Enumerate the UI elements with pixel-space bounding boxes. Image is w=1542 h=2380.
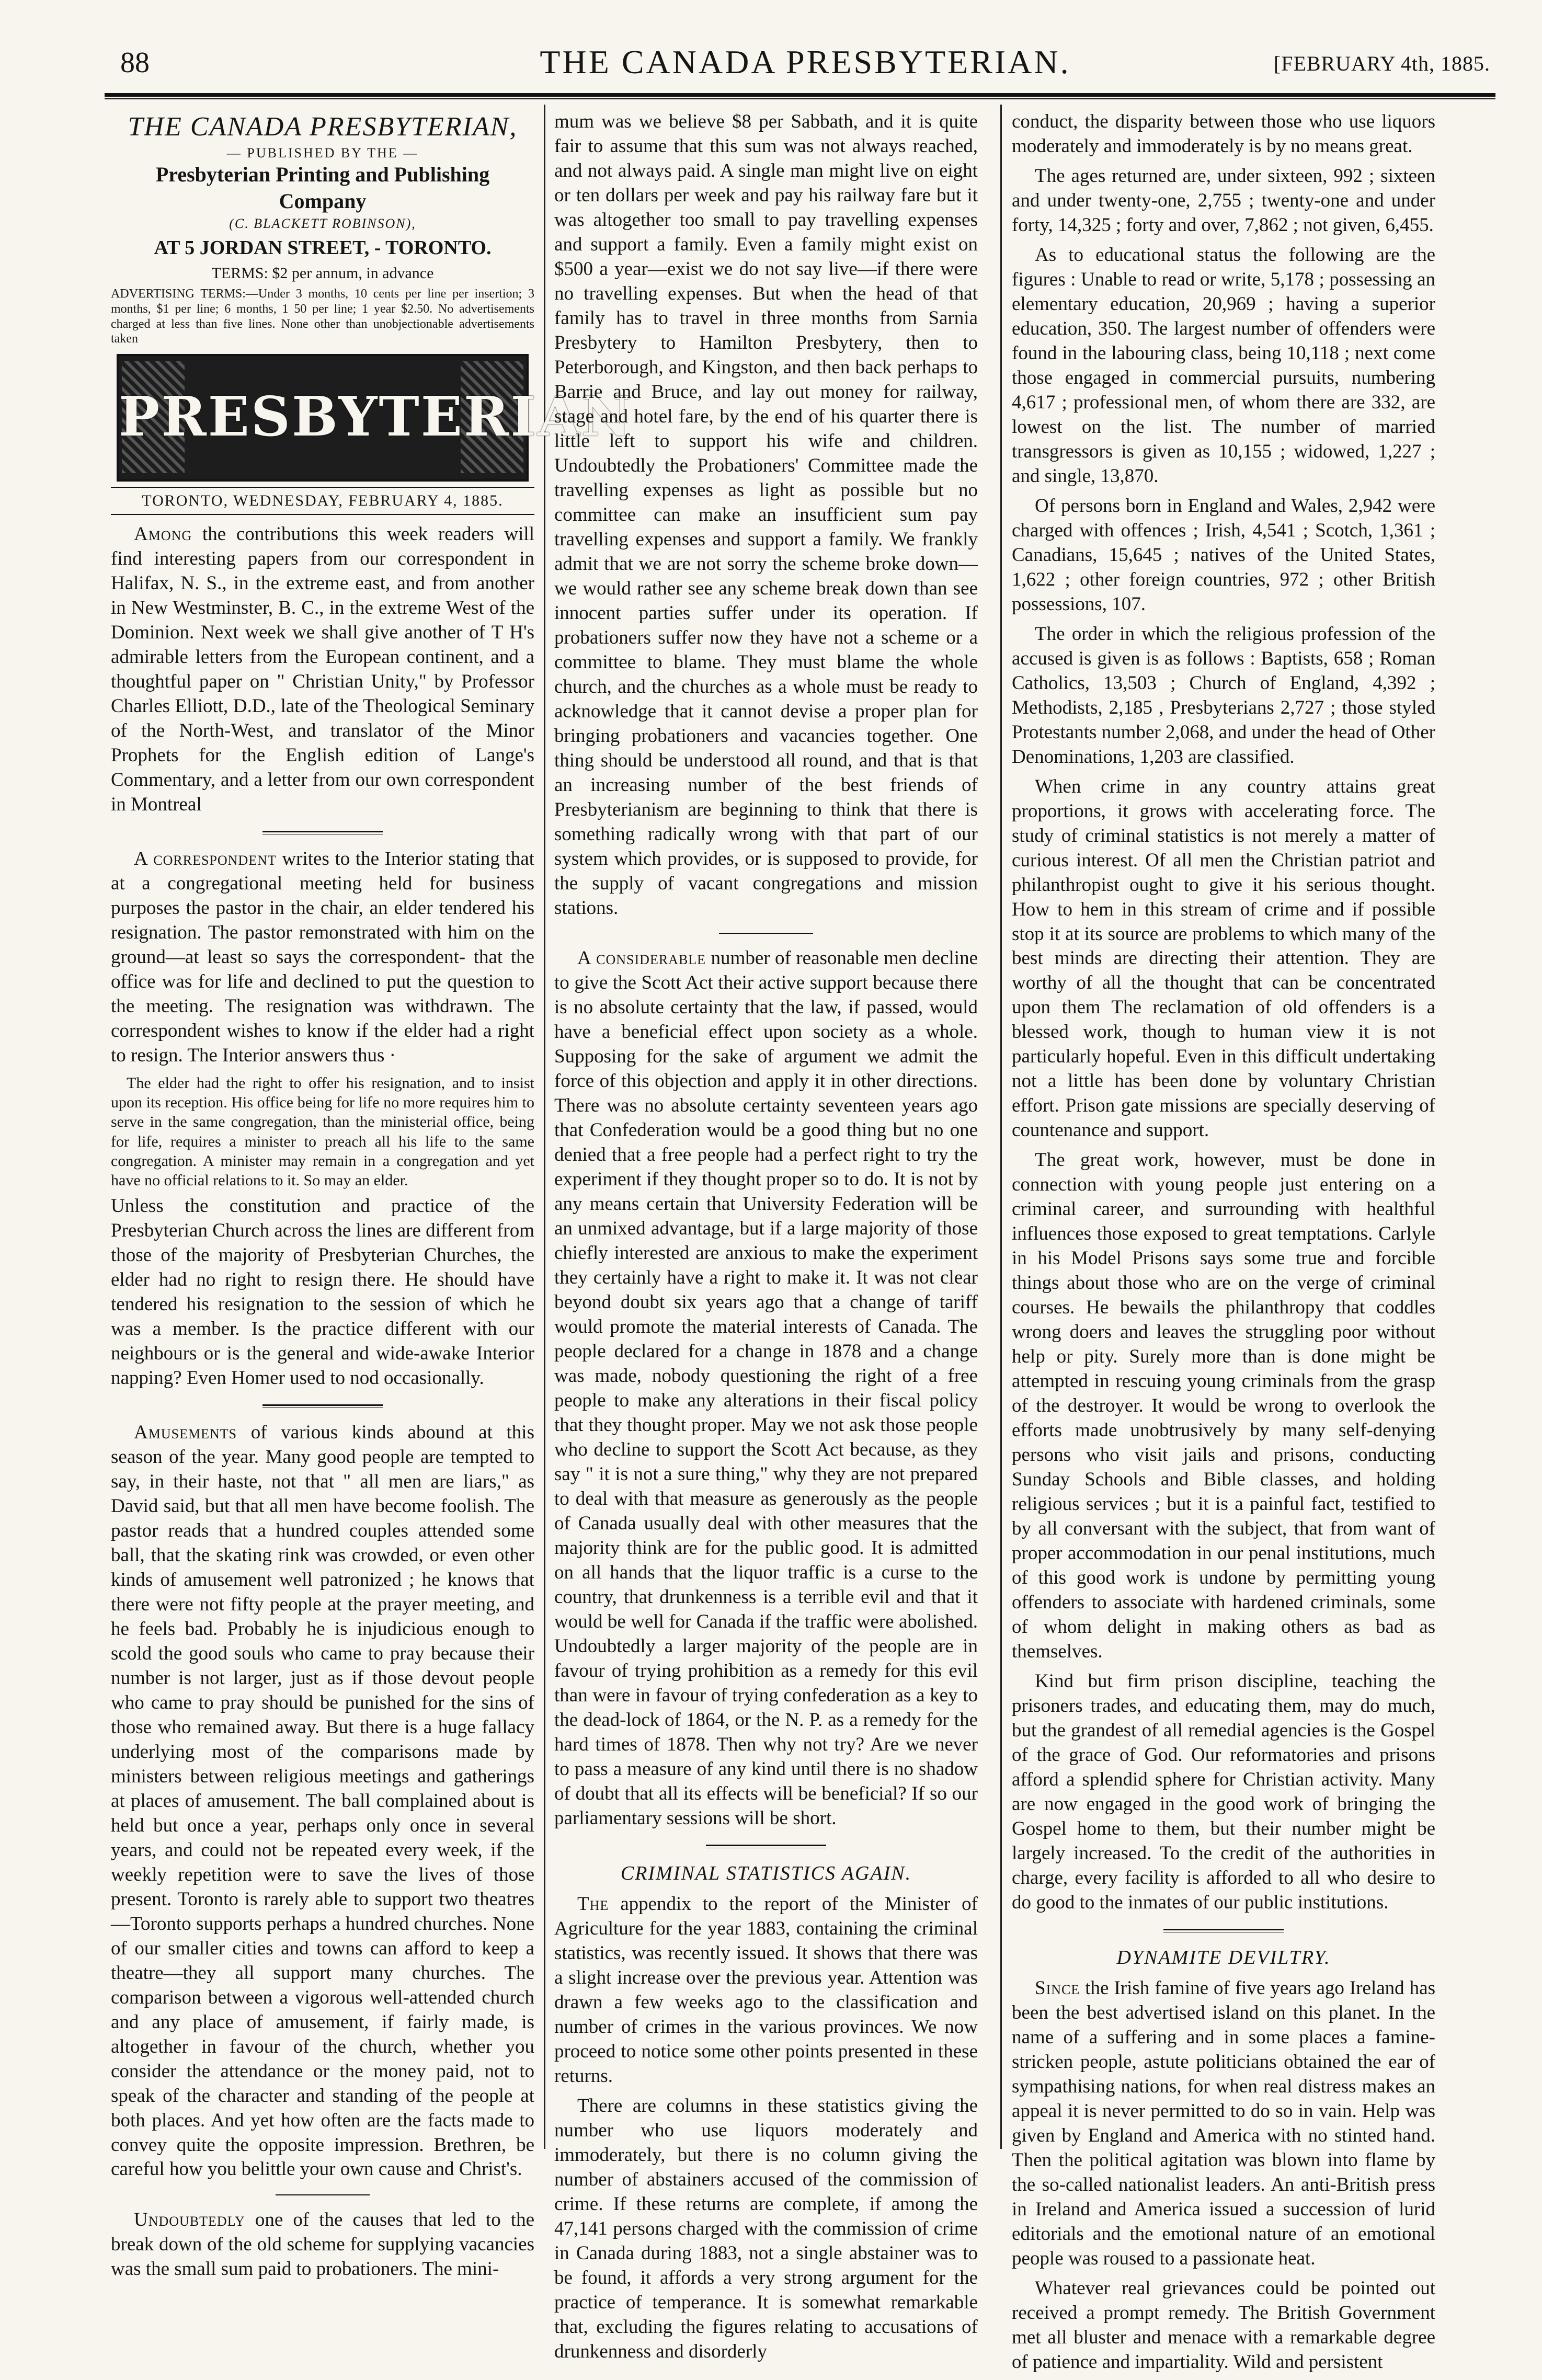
article-paragraph: The ages returned are, under sixteen, 992 ; sixteen and under twenty-one, 2,755 ; twenty-one and under forty, 14,325 ; forty and over, 7,862 ; not given, 6,455. (1012, 165, 1435, 236)
lead-word: A correspondent (134, 848, 277, 870)
section-separator (276, 2194, 370, 2195)
article-paragraph (111, 522, 534, 817)
article-paragraph: The great work, however, must be done in connection with young people just entering on a criminal career, and surrounding with healthful influences those exposed to great temptations. Carlyle in his Model Prisons says some true and forcible things about those who are on the verge of criminal courses. He bewails the philanthropy that coddles wrong doers and leaves the struggling poor without help or pity. Surely more than is done might be attempted in rescuing young criminals from the grasp of the destroyer. It would be wrong to overlook the efforts made unobtrusively by many self-denying persons who visit jails and prisons, conducting Sunday Schools and Bible classes, and holding religious services ; but it is a painful fact, testified to by all conversant with the subject, that from want of proper accommodation in our penal institutions, much of this good work is undone by permitting young offenders to associate with hardened criminals, some of whom delight in making others as bad as themselves. (1012, 1149, 1435, 1663)
lead-word: A considerable (577, 947, 706, 969)
section-separator (719, 933, 813, 934)
article-paragraph (111, 2208, 534, 2282)
article-paragraph (111, 847, 534, 1068)
publisher-title: THE CANADA PRESBYTERIAN, (128, 112, 518, 142)
lead-word: The (577, 1893, 609, 1915)
column-1 (111, 110, 633, 2287)
article-paragraph (554, 946, 978, 1830)
section-separator (1163, 1929, 1284, 1932)
article-paragraph: Kind but firm prison discipline, teaching the prisoners trades, and educating them, may do much, but the grandest of all remedial agencies is the Gospel of the grace of God. Our reformatories and prisons afford a splendid sphere for Christian activity. Many are now engaged in the good work of bringing the Gospel home to them, but their number might be largely increased. To the credit of the authorities in charge, every facility is afforded to all who desire to do good to the inmates of our public institutions. (1012, 1670, 1435, 1913)
masthead-rule (105, 93, 1495, 99)
column-3 (1012, 110, 1435, 2380)
lead-word: Undoubtedly (134, 2209, 245, 2231)
paragraph-text: the contributions this week readers will find interesting papers from our correspondent in Halifax, N. S., in the extreme east, and from another in New Westminster, B. C., in the extreme West of the Dominion. Next week we shall give another of T H's admirable letters from the European continent, and a thoughtful paper on " Christian Unity," by Professor Charles Elliott, D.D., late of the Theological Seminary of the North-West, and translator of the Minor Prophets for the English edition of Lange's Commentary, and a letter from our own correspondent in Montreal (111, 523, 534, 816)
column-2 (554, 110, 978, 2370)
article-paragraph: As to educational status the following are the figures : Unable to read or write, 5,178 ; possessing an elementary education, 20,969 ; having a superior education, 350. The largest number of offenders were found in the labouring class, being 10,118 ; next come those engaged in commercial pursuits, numbering 4,617 ; professional men, of whom there are 332, are lowest on the list. The number of married transgressors is given as 10,155 ; widowed, 1,227 ; and single, 13,870. (1012, 244, 1435, 487)
article-paragraph: When crime in any country attains great proportions, it grows with accelerating force. The study of criminal statistics is not merely a matter of curious interest. Of all men the Christian patriot and philanthropist ought to give it his serious thought. How to hem in this stream of crime and if possible stop it at its source are problems to which many of the best minds are directing their attention. They are worthy of all the thought that can be concentrated upon them The reclamation of old offenders is a blessed work, though to human view it is not particularly hopeful. Even in this difficult undertaking not a little has been done by voluntary Christian effort. Prison gate missions are specially deserving of countenance and support. (1012, 775, 1435, 1141)
publisher-company: Presbyterian Printing and Publishing Company (155, 163, 490, 213)
quoted-passage: The elder had the right to offer his resignation, and to insist upon its reception. His office being for life no more requires him to serve in the same congregation, than the ministerial office, being for life, requires a minister to preach all his life to the same congregation. A minister may remain in a congregation and yet have no official relations to it. So may an elder. (111, 1074, 534, 1189)
section-heading: DYNAMITE DEVILTRY. (1116, 1946, 1331, 1969)
paragraph-text: one of the causes that led to the break down of the old scheme for supplying vacancies was the small sum paid to probationers. The mini- (111, 2209, 534, 2280)
paragraph-text: number of reasonable men decline to give the Scott Act their active support because there is no absolute certainty that the law, if passed, would have a beneficial effect upon society as a whole. Supposing for the sake of argument we admit the force of this objection and apply it in other directions. There was no absolute certainty seventeen years ago that Confederation would be a good thing but no one denied that a free people had a perfect right to try the experiment if they thought proper so to do. It is not by any means certain that University Federation will be an unmixed advantage, but if a large majority of those chiefly interested are anxious to make the experiment they certainly have a right to make it. It was not clear beyond doubt six years ago that a change of tariff would promote the material interests of Canada. The people declared for a change in 1878 and a change was made, nobody questioning the right of a free people to make any alterations in their fiscal policy that they thought proper. May we not ask those people who decline to support the Scott Act because, as they say " it is not a sure thing," why they are not prepared to deal with that measure as generously as the people of Canada usually deal with other measures that the majority think are for the public good. It is admitted on all hands that the liquor traffic is a curse to the country, that drunkenness is a terrible evil and that it would be well for Canada if the traffic were abolished. Undoubtedly a larger majority of the people are in favour of trying prohibition as a remedy for this evil than were in favour of trying confederation as a key to the dead-lock of 1864, or the N. P. as a remedy for the hard times of 1878. Then why not try? Are we never to pass a measure of any kind until there is no shadow of doubt that all its effects will be beneficial? If so our parliamentary sessions will be short. (554, 947, 978, 1829)
advertising-terms: ADVERTISING TERMS:—Under 3 months, 10 cents per line per insertion; 3 months, $1 per line; 6 months, 1 50 per line; 1 year $2.50. No advertisements charged at less than five lines. None other than unobjectionable advertisements taken (111, 287, 534, 346)
paragraph-text: the Irish famine of five years ago Ireland has been the best advertised island on this planet. In the name of a suffering and in some places a famine-stricken people, astute politicians obtained the ear of sympathising nations, for when real distress makes an appeal it is never permitted to do so in vain. Help was given by England and America with no stinted hand. Then the political agitation was blown into flame by the so-called nationalist leaders. An anti-British press in Ireland and America issued a succession of lurid editorials and the emotional nature of an emotional people was roused to a passionate heat. (1012, 1977, 1435, 2269)
article-paragraph: Of persons born in England and Wales, 2,942 were charged with offences ; Irish, 4,541 ; Scotch, 1,361 ; Canadians, 15,645 ; natives of the United States, 1,622 ; other foreign countries, 972 ; other British possessions, 107. (1012, 495, 1435, 615)
article-paragraph (111, 1421, 534, 2182)
presbyterian-banner-logo (117, 354, 633, 482)
article-paragraph: Whatever real grievances could be pointed out received a prompt remedy. The British Government met all bluster and menace with a remarkable degree of patience and impartiality. Wild and persistent (1012, 2277, 1435, 2373)
section-separator (706, 1845, 826, 1848)
article-paragraph (1012, 1976, 1435, 2271)
lead-word: Among (134, 523, 192, 545)
section-separator (262, 1404, 383, 1408)
paragraph-text: appendix to the report of the Minister of Agriculture for the year 1883, containing the criminal statistics, was recently issued. It shows that there was a slight increase over the previous year. Attention was drawn a few weeks ago to the classification and number of crimes in the various provinces. We now proceed to notice some other points presented in these returns. (554, 1893, 978, 2087)
article-paragraph (554, 1892, 978, 2089)
publisher-address: AT 5 JORDAN STREET, - TORONTO. (154, 236, 492, 259)
page-number: 88 (120, 47, 150, 79)
column-divider (1000, 105, 1002, 2149)
paper-name: THE CANADA PRESBYTERIAN. (540, 43, 1071, 81)
article-paragraph: Unless the constitution and practice of the Presbyterian Church across the lines are different from those of the majority of Presbyterian Churches, the elder had no right to resign there. He should have tendered his resignation to the session of which he was a member. Is the practice different with our neighbours or is the general and wide-awake Interior napping? Even Homer used to nod occasionally. (111, 1195, 534, 1389)
section-separator (262, 831, 383, 834)
dateline: TORONTO, WEDNESDAY, FEBRUARY 4, 1885. (111, 487, 534, 515)
issue-date: [FEBRUARY 4th, 1885. (1273, 52, 1490, 75)
lead-word: Since (1035, 1977, 1080, 1999)
banner-word: PRESBYTERIAN (119, 384, 633, 449)
article-paragraph: There are columns in these statistics giving the number who use liquors moderately and immoderately, but there is no column giving the number of abstainers accused of the commission of crime. If these returns are complete, if among the 47,141 persons charged with the commission of crime in Canada during 1883, not a single abstainer was to be found, it affords a very strong argument for the practice of temperance. It is somewhat remarkable that, excluding the figures relating to accusations of drunkenness and disorderly (554, 2095, 978, 2362)
masthead (120, 41, 1490, 88)
publisher-editor: (C. BLACKETT ROBINSON), (229, 215, 416, 231)
section-heading: CRIMINAL STATISTICS AGAIN. (620, 1862, 912, 1884)
paragraph-text: writes to the Interior stating that at a congregational meeting held for business purposes the pastor in the chair, an elder tendered his resignation. The pastor remonstrated with him on the ground—at least so says the correspondent- that the office was for life and declined to put the question to the meeting. The resignation was withdrawn. The correspondent wishes to know if the elder had a right to resign. The Interior answers thus · (111, 848, 534, 1066)
article-paragraph: conduct, the disparity between those who use liquors moderately and immoderately is by no means great. (1012, 111, 1435, 157)
lead-word: Amusements (134, 1421, 237, 1443)
article-paragraph: mum was we believe $8 per Sabbath, and it is quite fair to assume that this sum was not always reached, and not always paid. A single man might live on eight or ten dollars per week and pay his railway fare but it was altogether too small to pay travelling expenses and support a family. Even a family might exist on $500 a year—exist we do not say live—if there were no travelling expenses. But when the head of that family has to travel in three months from Sarnia Presbytery to Hamilton Presbytery, then to Peterborough, and Kingston, and then back perhaps to Barrie and Bruce, and lay out money for railway, stage and hotel fare, by the end of his quarter there is little left to support his wife and children. Undoubtedly the Probationers' Committee made the travelling expenses as light as possible but no committee can make an insufficient sum pay travelling expenses and support a family. We frankly admit that we are not sorry the scheme broke down—we would rather see any scheme break down than see innocent parties suffer under its operation. If probationers suffer now they have not a scheme or a committee to blame. They must blame the whole church, and the churches as a whole must be ready to acknowledge that it cannot devise a proper plan for bringing probationers and vacancies together. One thing should be understood all round, and that is that an increasing number of the best friends of Presbyterianism are beginning to think that there is something radically wrong with that part of our system which provides, or is supposed to provide, for the supply of vacant congregations and mission stations. (554, 111, 978, 919)
article-paragraph: The order in which the religious profession of the accused is given is as follows : Baptists, 658 ; Roman Catholics, 13,503 ; Church of England, 4,392 ; Methodists, 2,185 , Presbyterians 2,727 ; those styled Protestants number 2,068, and under the head of Other Denominations, 1,203 are classified. (1012, 623, 1435, 768)
subscription-terms: TERMS: $2 per annum, in advance (211, 264, 434, 282)
published-by: — PUBLISHED BY THE — (226, 145, 419, 161)
paragraph-text: of various kinds abound at this season of the year. Many good people are tempted to say, in their haste, not that " all men are liars," as David said, but that all men have become foolish. The pastor reads that a hundred couples attended some ball, that the skating rink was crowded, or even other kinds of amusement well patronized ; he knows that there were not fifty people at the prayer meeting, and he feels bad. Probably he is injudicious enough to scold the good souls who came to pray because their number is not larger, just as if those devout people who came to pray should be punished for the sins of those who remained away. But there is a huge fallacy underlying most of the comparisons made by ministers between religious meetings and gatherings at places of amusement. The ball complained about is held but once a year, perhaps only once in several years, and could not be repeated every week, if the weekly repetition were to save the lives of those present. Toronto is rarely able to support two theatres—Toronto supports perhaps a hundred churches. None of our smaller cities and towns can afford to keep a theatre—they all support many churches. The comparison between a vigorous well-attended church and any place of amusement, if fairly made, is altogether in favour of the church, whether you consider the attendance or the money paid, not to speak of the character and standing of the people at both places. And yet how often are the facts made to convey quite the opposite impression. Brethren, be careful how you belittle your own cause and Christ's. (111, 1421, 534, 2180)
